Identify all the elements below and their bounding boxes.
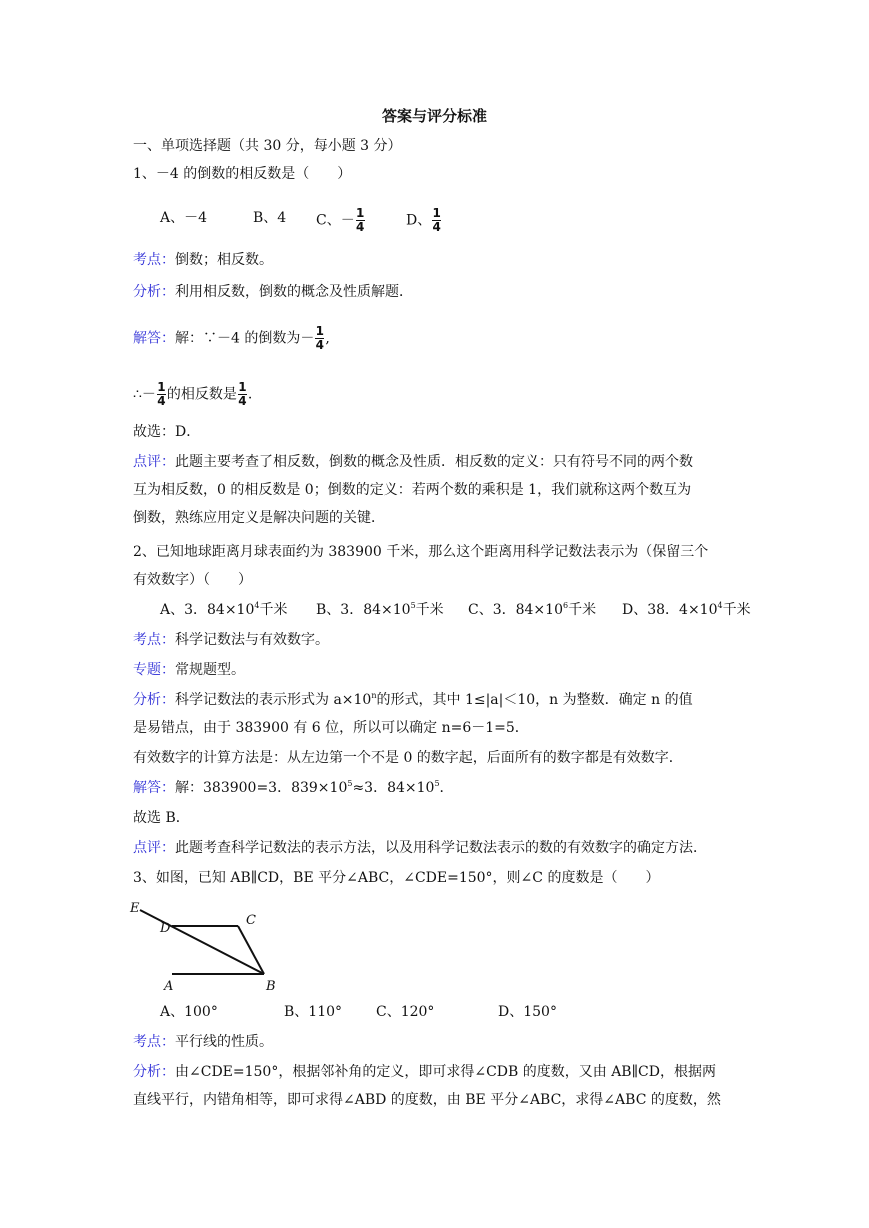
q2-fenxi: 分析：科学记数法的表示形式为 $a\times 10^n$的形式，其中 1≤|a|＜10，n 为整数．确定 n 的值: [133, 691, 693, 708]
page-title: 答案与评分标准: [381, 107, 487, 125]
q2-dianping: 点评：此题考查科学记数法的表示方法，以及用科学记数法表示的数的有效数字的确定方法．: [133, 840, 707, 856]
q3-option-a: A、100°: [160, 1004, 218, 1020]
q2-stem-2: 有效数字）（ ）: [133, 572, 252, 588]
fraction: $\frac{1}{4}$: [432, 206, 441, 234]
fraction: $\frac{1}{4}$: [356, 206, 365, 234]
point-label-C: C: [246, 913, 256, 928]
q2-zhuanti: 专题：常规题型。: [133, 662, 245, 678]
geometry-figure: [128, 898, 288, 994]
q2-option-c: C、3．$84\times 10^6$千米: [468, 601, 597, 618]
q1-dianping-3: 倒数，熟练应用定义是解决问题的关键．: [133, 510, 385, 526]
q2-option-a: A、3．$84\times 10^4$千米: [160, 601, 288, 618]
fraction: $\frac{1}{4}$: [315, 324, 325, 352]
section-heading: 一、单项选择题（共 30 分，每小题 3 分）: [133, 138, 402, 154]
q2-stem: 2、已知地球距离月球表面约为 383900 千米，那么这个距离用科学记数法表示为（保留三个: [133, 544, 709, 560]
point-label-D: D: [160, 921, 171, 936]
q3-kaodian: 考点：平行线的性质。: [133, 1034, 273, 1050]
q3-option-d: D、150°: [498, 1004, 557, 1020]
q1-option-c: C、－ $\frac{1}{4}$: [316, 206, 365, 234]
q1-option-a: A、－4: [160, 210, 208, 226]
q3-fenxi-2: 直线平行，内错角相等，即可求得∠ABD 的度数，由 BE 平分∠ABC，求得∠ABC 的度数，然: [133, 1092, 721, 1108]
q3-option-c: C、120°: [376, 1004, 435, 1020]
fraction: $\frac{1}{4}$: [238, 380, 247, 408]
q2-option-d: D、38．$4\times 10^4$千米: [622, 601, 751, 618]
point-label-A: A: [164, 979, 174, 994]
q2-option-b: B、3．$84\times 10^5$千米: [316, 601, 444, 618]
q1-dianping-2: 互为相反数，0 的相反数是 0；倒数的定义：若两个数的乘积是 1，我们就称这两个数互为: [133, 482, 692, 498]
q2-fenxi-2: 是易错点，由于 383900 有 6 位，所以可以确定 n=6－1=5．: [133, 720, 529, 736]
q3-option-b: B、110°: [284, 1004, 343, 1020]
q2-choose: 故选 B．: [133, 810, 190, 826]
q1-jieda: 解答：解：∵－4 的倒数为－ $\frac{1}{4}$ ,: [133, 324, 330, 352]
q2-kaodian: 考点：科学记数法与有效数字。: [133, 632, 329, 648]
point-label-B: B: [266, 979, 276, 994]
fraction: $\frac{1}{4}$: [157, 380, 166, 408]
q2-jieda: 解答：解：383900=3．$839\times 10^5\approx 3$．$84\times 10^5$．: [133, 779, 454, 796]
q1-option-b: B、4: [253, 210, 287, 226]
q2-fenxi-3: 有效数字的计算方法是：从左边第一个不是 0 的数字起，后面所有的数字都是有效数字．: [133, 750, 683, 766]
point-label-E: E: [130, 901, 140, 916]
q1-dianping: 点评：此题主要考查了相反数，倒数的概念及性质．相反数的定义：只有符号不同的两个数: [133, 454, 693, 470]
q1-stem: 1、－4 的倒数的相反数是（ ）: [133, 166, 352, 182]
q1-kaodian: 考点：倒数；相反数。: [133, 252, 273, 268]
q1-option-d: D、 $\frac{1}{4}$: [406, 206, 441, 234]
q3-fenxi: 分析：由∠CDE=150°，根据邻补角的定义，即可求得∠CDB 的度数，又由 AB∥CD，根据两: [133, 1064, 716, 1080]
q1-choose: 故选：D．: [133, 424, 201, 440]
q1-jieda-2: ∴－ $\frac{1}{4}$ 的相反数是 $\frac{1}{4}$ .: [133, 380, 253, 408]
q1-fenxi: 分析：利用相反数，倒数的概念及性质解题．: [133, 284, 413, 300]
q3-stem: 3、如图，已知 AB∥CD，BE 平分∠ABC，∠CDE=150°，则∠C 的度数是（ ）: [133, 870, 660, 886]
